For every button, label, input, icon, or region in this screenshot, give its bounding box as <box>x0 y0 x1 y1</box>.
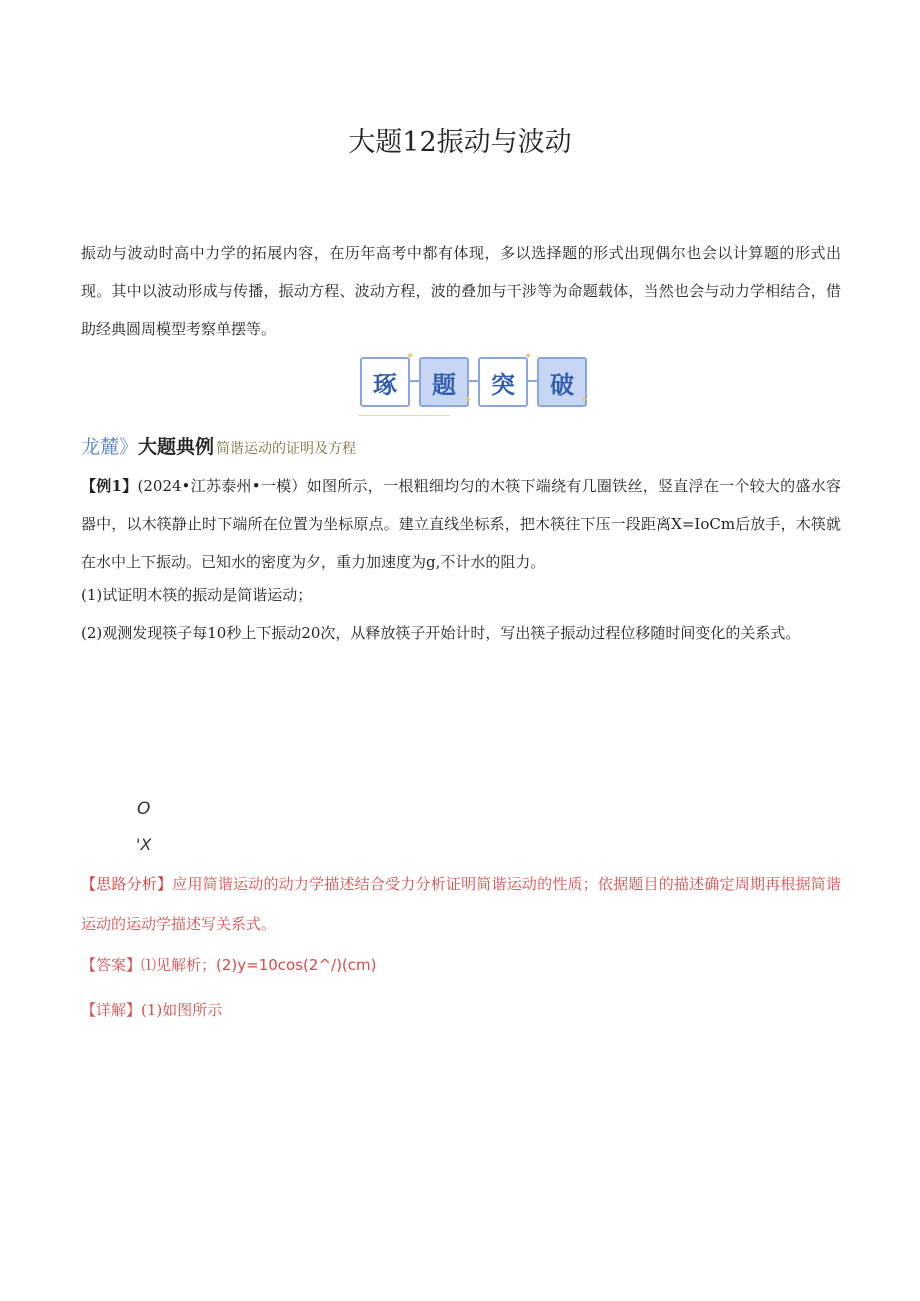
question-2: (2)观测发现筷子每10秒上下振动20次，从释放筷子开始计时，写出筷子振动过程位移随时间变化的关系式。 <box>81 624 801 642</box>
example-text: (2024•江苏泰州•一模）如图所示，一根粗细均匀的木筷下端绕有几圈铁丝，竖直浮在一个较大的盛水容器中，以木筷静止时下端所在位置为坐标原点。建立直线坐标系，把木筷往下压一段距离X=IoCm后放手，木筷就在水中上下振动。已知水的密度为夕，重力加速度为g,不计水的阻力。 <box>81 477 841 571</box>
example-problem <box>81 467 841 581</box>
intro-paragraph: 振动与波动时高中力学的拓展内容，在历年高考中都有体现，多以选择题的形式出现偶尔也会以计算题的形式出现。其中以波动形成与传播，振动方程、波动方程，波的叠加与干涉等为命题载体，当然也会与动力学相结合，借助经典圆周模型考察单摆等。 <box>81 244 841 338</box>
banner-tile-4: 破 <box>537 357 587 407</box>
detail-text: (1)如图所示 <box>141 1001 223 1019</box>
figure-axis-label: 'X <box>136 835 152 854</box>
sparkle-icon: ✦ <box>464 395 473 406</box>
banner-connector <box>528 380 537 382</box>
detail-line <box>81 999 222 1020</box>
banner-tile-2: 题 <box>419 357 469 407</box>
sparkle-icon: ✦ <box>524 351 533 362</box>
section-subtitle: 简谐运动的证明及方程 <box>216 441 357 457</box>
analysis-text: 应用简谐运动的动力学描述结合受力分析证明简谐运动的性质；依据题目的描述确定周期再根据简谐运动的运动学描述写关系式。 <box>81 875 841 933</box>
banner-tile-1: 琢 <box>360 357 410 407</box>
section-brand: 龙麓》 <box>81 436 139 458</box>
banner-underline <box>358 415 450 416</box>
answer-part-2: (2)y=10cos(2^/)(cm) <box>216 956 377 974</box>
analysis-label: 【思路分析】 <box>81 875 173 893</box>
sparkle-icon: ✦ <box>406 351 415 362</box>
banner-connector <box>469 380 478 382</box>
question-1: (1)试证明木筷的振动是简谐运动； <box>81 586 313 604</box>
banner-connector <box>410 380 419 382</box>
answer-label: 【答案】 <box>81 956 142 974</box>
section-heading <box>81 432 356 460</box>
banner-tile-3: 突 <box>478 357 528 407</box>
analysis-block <box>81 864 841 944</box>
sparkle-icon: ✦ <box>580 395 589 406</box>
answer-line <box>81 954 376 975</box>
example-label: 【例1】 <box>81 477 138 495</box>
figure-origin-label: O <box>137 799 151 819</box>
section-main-title: 大题典例 <box>138 436 215 458</box>
page-title: 大题12振动与波动 <box>348 127 572 158</box>
detail-label: 【详解】 <box>81 1001 142 1019</box>
answer-part-1: ⑴见解析； <box>141 956 217 974</box>
section-banner <box>360 351 592 413</box>
